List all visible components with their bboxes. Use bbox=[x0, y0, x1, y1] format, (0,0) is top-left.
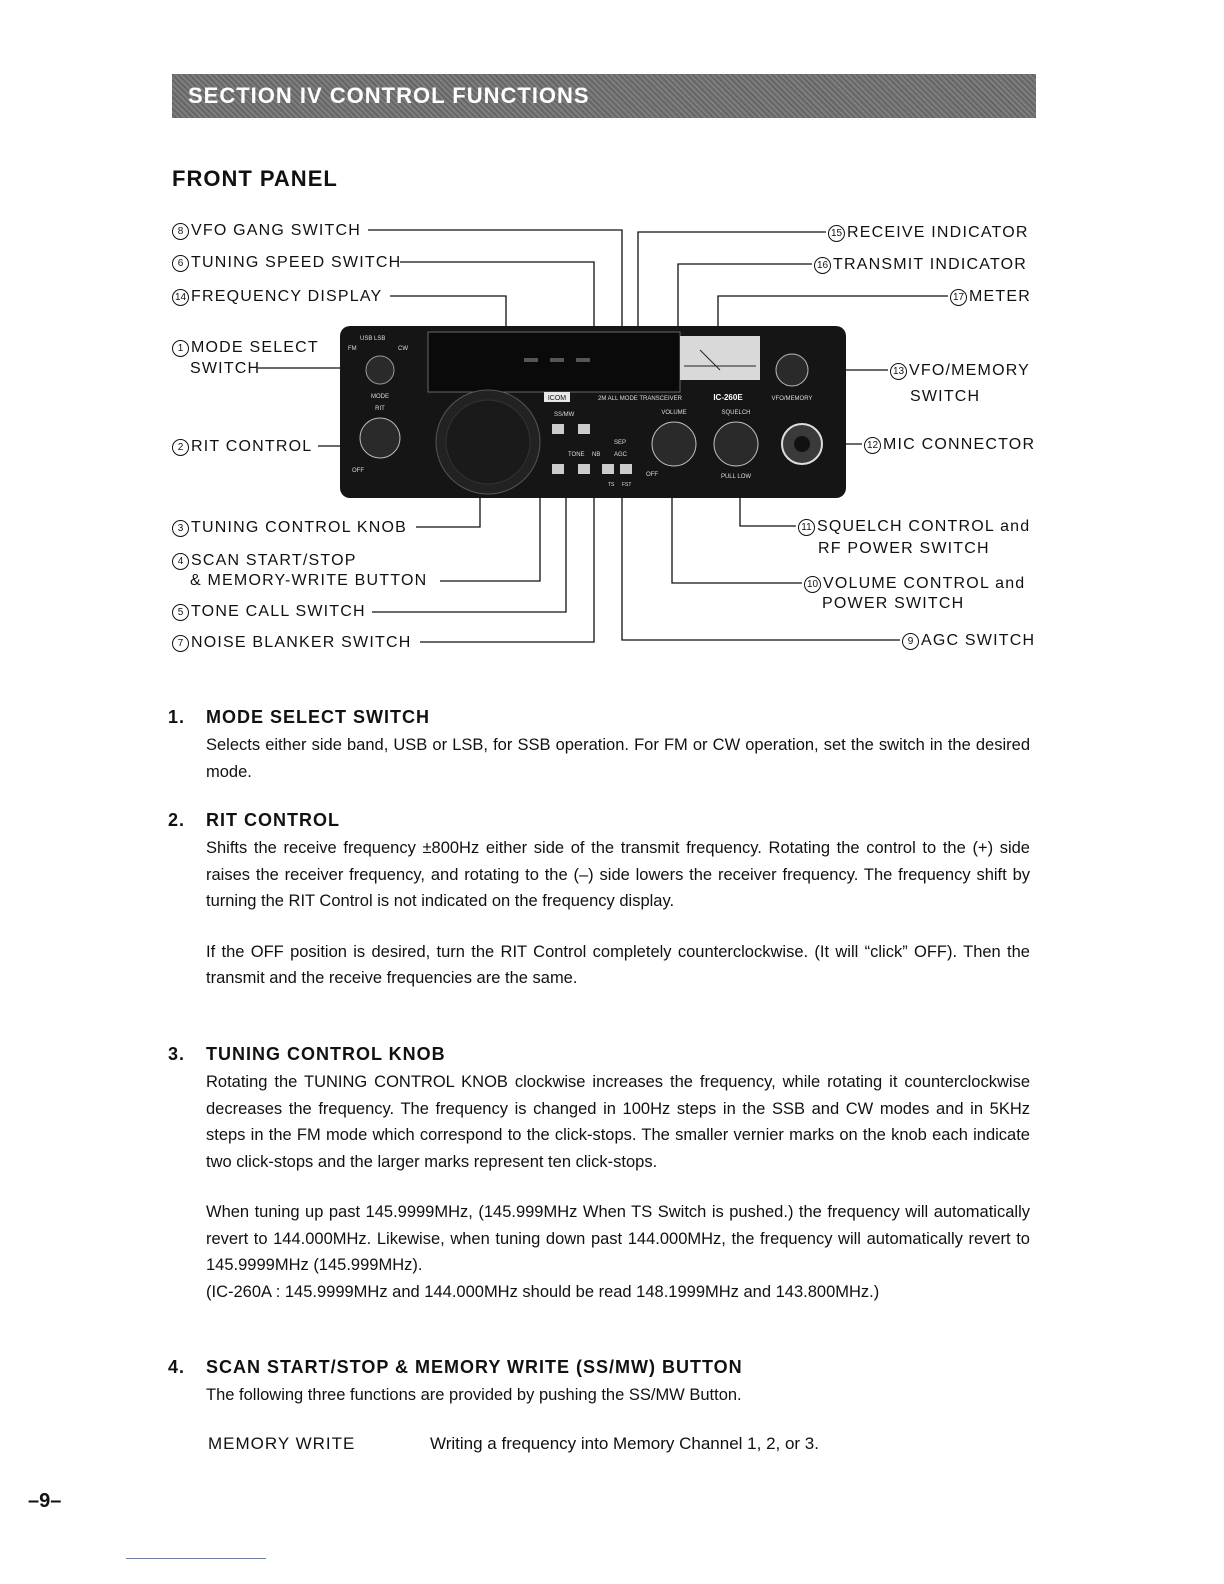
label-meter: 17 METER bbox=[950, 288, 1031, 306]
section-4-para-1: The following three functions are provided by pushing the SS/MW Button. bbox=[206, 1386, 742, 1404]
label-vfo-memory: 13 VFO/MEMORY bbox=[890, 362, 1030, 380]
volume-knob[interactable] bbox=[652, 422, 696, 466]
label-mode-select: 1 MODE SELECT bbox=[172, 339, 319, 357]
pull-low-label: PULL LOW bbox=[720, 474, 752, 480]
memory-write-term: MEMORY WRITE bbox=[208, 1434, 356, 1453]
section-2-para-1: Shifts the receive frequency ±800Hz either side of the transmit frequency. Rotating the control to the (+) side raises the receiver frequency, and rotating to the (–) side lowers the receiver frequency. The frequency shift by turning the RIT Control is not indicated on the frequency display. bbox=[206, 839, 1030, 910]
label-vfo-memory-2: SWITCH bbox=[910, 388, 981, 405]
section-1-para-1: Selects either side band, USB or LSB, for SSB operation. For FM or CW operation, set the switch in the desired mode. bbox=[206, 736, 1030, 781]
vfo-gang-button[interactable] bbox=[578, 424, 590, 434]
label-tuning-speed: 6 TUNING SPEED SWITCH bbox=[172, 254, 401, 272]
rit-knob-label: RIT bbox=[375, 406, 385, 412]
page-number: –9– bbox=[28, 1490, 62, 1512]
agc-label: AGC bbox=[614, 452, 628, 458]
vfo-memory-panel-label: VFO/MEMORY bbox=[771, 396, 813, 402]
bottom-rule bbox=[126, 1558, 266, 1559]
rit-off-label: OFF bbox=[352, 468, 364, 474]
mode-knob-label: MODE bbox=[371, 394, 389, 400]
section-banner: SECTION IV CONTROL FUNCTIONS bbox=[172, 74, 1036, 118]
section-2-para-2: If the OFF position is desired, turn the RIT Control completely counterclockwise. (It will “click” OFF). Then the transmit and the receive frequencies are the same. bbox=[206, 942, 1030, 987]
front-panel-title: FRONT PANEL bbox=[172, 166, 338, 191]
squelch-label: SQUELCH bbox=[721, 410, 751, 416]
section-1-heading: 1. MODE SELECT SWITCH bbox=[168, 707, 430, 727]
rit-control-knob[interactable] bbox=[360, 418, 400, 458]
section-3 bbox=[168, 1043, 1030, 1305]
section-3-para-1: Rotating the TUNING CONTROL KNOB clockwise increases the frequency, while rotating it counterclockwise decreases the frequency. The frequency is changed in 100Hz steps in the SSB and CW modes and in 5KHz steps in the FM mode which correspond to the click-stops. The smaller vernier marks on the knob each indicate two click-stops and the larger marks represent ten click-stops. bbox=[206, 1073, 1030, 1171]
label-transmit-indicator: 16 TRANSMIT INDICATOR bbox=[814, 256, 1027, 274]
model-label: IC-260E bbox=[713, 393, 743, 402]
volume-off-label: OFF bbox=[646, 472, 658, 478]
label-mic-connector: 12 MIC CONNECTOR bbox=[864, 436, 1035, 454]
tone-label: TONE bbox=[568, 452, 585, 458]
label-squelch: 11 SQUELCH CONTROL and bbox=[798, 518, 1030, 536]
section-3-heading: 3. TUNING CONTROL KNOB bbox=[168, 1044, 446, 1064]
label-squelch-2: RF POWER SWITCH bbox=[818, 540, 990, 557]
label-scan-start: 4 SCAN START/STOP bbox=[172, 552, 357, 570]
label-agc: 9 AGC SWITCH bbox=[902, 632, 1035, 650]
brand-logo: ICOM bbox=[547, 395, 567, 402]
section-2-heading: 2. RIT CONTROL bbox=[168, 810, 340, 830]
noise-blanker-button[interactable] bbox=[578, 464, 590, 474]
ts-button[interactable] bbox=[602, 464, 614, 474]
mode-select-knob[interactable] bbox=[366, 356, 394, 384]
label-mode-select-2: SWITCH bbox=[190, 360, 261, 377]
label-frequency-display: 14 FREQUENCY DISPLAY bbox=[172, 288, 382, 306]
vfo-memory-knob[interactable] bbox=[776, 354, 808, 386]
label-tuning-knob: 3 TUNING CONTROL KNOB bbox=[172, 519, 407, 537]
agc-button[interactable] bbox=[620, 464, 632, 474]
squelch-knob[interactable] bbox=[714, 422, 758, 466]
mode-fm-label: FM bbox=[348, 346, 357, 352]
nb-label: NB bbox=[592, 452, 601, 458]
label-vfo-gang: 8 VFO GANG SWITCH bbox=[172, 222, 361, 240]
label-noise-blanker: 7 NOISE BLANKER SWITCH bbox=[172, 634, 411, 652]
section-4 bbox=[168, 1356, 1030, 1409]
label-volume-2: POWER SWITCH bbox=[822, 595, 965, 612]
transceiver-label: 2M ALL MODE TRANSCEIVER bbox=[597, 396, 683, 402]
label-volume: 10 VOLUME CONTROL and bbox=[804, 575, 1025, 593]
label-receive-indicator: 15 RECEIVE INDICATOR bbox=[828, 224, 1029, 242]
section-2 bbox=[168, 809, 1030, 992]
label-scan-start-2: & MEMORY-WRITE BUTTON bbox=[190, 572, 428, 589]
section-1 bbox=[168, 706, 1030, 785]
mode-cw-label: CW bbox=[398, 346, 408, 352]
section-4-heading: 4. SCAN START/STOP & MEMORY WRITE (SS/MW) BUTTON bbox=[168, 1357, 743, 1377]
section-3-para-2: When tuning up past 145.9999MHz, (145.999MHz When TS Switch is pushed.) the frequency will automatically revert to 144.000MHz. Likewise, when tuning down past 144.000MHz, the frequency will automatically revert to 145.9999MHz (145.999MHz). bbox=[206, 1203, 1030, 1274]
fst-label: FST bbox=[622, 482, 632, 488]
ts-label: TS bbox=[608, 482, 615, 488]
memory-write-desc: Writing a frequency into Memory Channel 1, 2, or 3. bbox=[430, 1434, 819, 1453]
sep-label: SEP bbox=[614, 440, 627, 446]
section-3-para-3: (IC-260A : 145.9999MHz and 144.000MHz should be read 148.1999MHz and 143.800MHz.) bbox=[206, 1282, 880, 1301]
ssmw-label: SS/MW bbox=[554, 412, 575, 418]
label-rit-control: 2 RIT CONTROL bbox=[172, 438, 312, 456]
volume-label: VOLUME bbox=[661, 410, 687, 416]
label-tone-call: 5 TONE CALL SWITCH bbox=[172, 603, 366, 621]
radio-front-panel bbox=[340, 326, 846, 498]
mode-top-label: USB LSB bbox=[360, 336, 386, 342]
ssmw-button[interactable] bbox=[552, 424, 564, 434]
tone-call-button[interactable] bbox=[552, 464, 564, 474]
